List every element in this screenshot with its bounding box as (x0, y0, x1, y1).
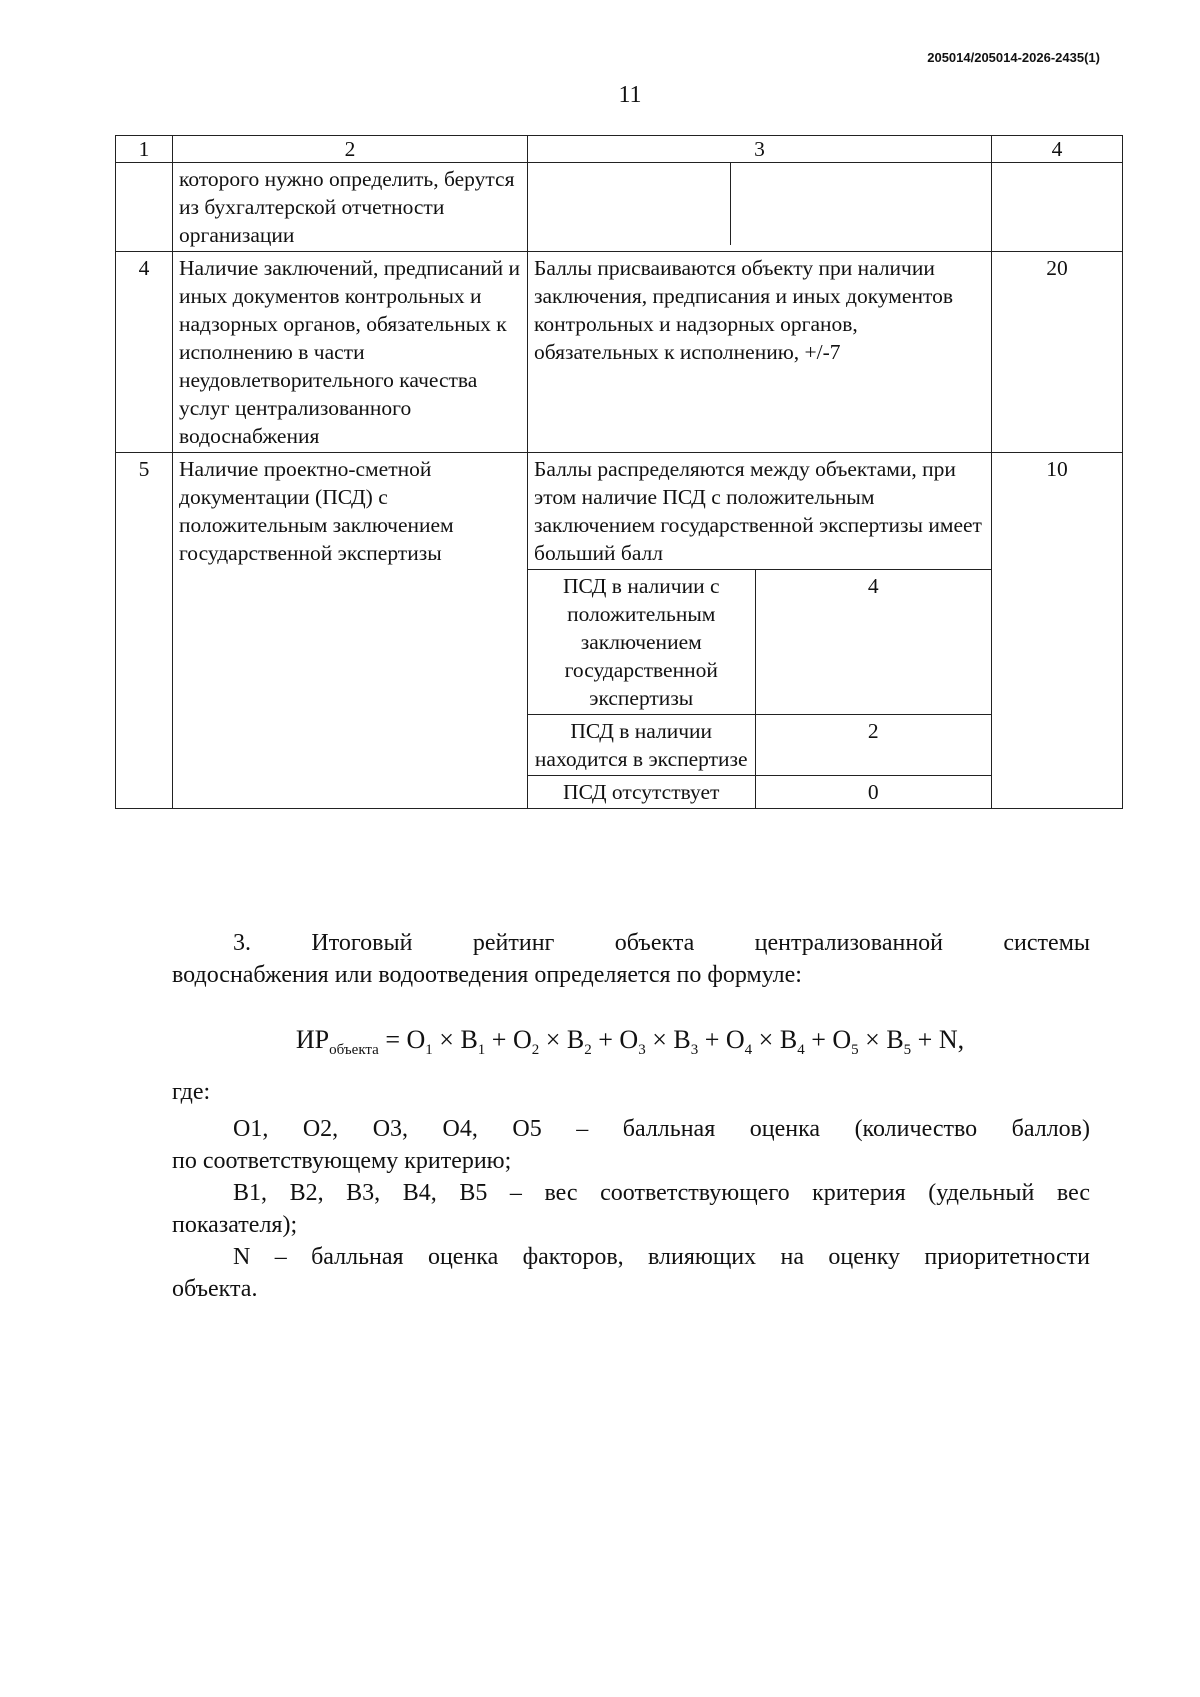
sub-score: 2 (755, 715, 991, 776)
sub-label: ПСД в наличии находится в экспертизе (528, 715, 755, 776)
weight-value: 20 (992, 252, 1123, 453)
table-row (116, 252, 1123, 453)
sub-score: 4 (755, 570, 991, 715)
section-number: 3. (233, 930, 251, 956)
def-b-line1: B1, B2, B3, B4, B5 – вес соответствующего критерия (удельный вес (233, 1180, 1090, 1206)
document-id: 205014/205014-2026-2435(1) (927, 50, 1100, 65)
section-3-line1 (233, 927, 1090, 959)
table-row-continuation (116, 163, 1123, 252)
word: объекта (614, 930, 695, 956)
description-text: Баллы распределяются между объектами, при этом наличие ПСД с положительным заключением государственной экспертизы имеет больший балл (534, 457, 982, 565)
word: Итоговый (311, 930, 413, 956)
header-cell: 1 (116, 136, 173, 163)
description-text: Баллы присваиваются объекту при наличии заключения, предписания и иных документов контрольных и надзорных органов, обязательных к исполнению, +/-7 (528, 252, 992, 453)
sub-label: ПСД отсутствует (528, 776, 755, 809)
word: системы (1003, 930, 1091, 956)
criteria-table (115, 135, 1123, 809)
header-cell: 3 (528, 136, 992, 163)
def-b-line2: показателя); (172, 1212, 298, 1238)
table-row (116, 453, 1123, 809)
row-number: 5 (116, 453, 173, 809)
def-o-line1: O1, O2, O3, O4, O5 – балльная оценка (количество баллов) (233, 1116, 1090, 1142)
where-label: где: (172, 1079, 211, 1105)
sub-table-fragment (528, 163, 991, 245)
section-3-line2: водоснабжения или водоотведения определяется по формуле: (172, 962, 802, 988)
description-cell (528, 453, 992, 809)
sub-label: ПСД в наличии с положительным заключением государственной экспертизы (528, 570, 755, 715)
word: рейтинг (472, 930, 555, 956)
sub-row (528, 776, 991, 809)
word: централизованной (754, 930, 943, 956)
formula-lhs-sub: объекта (329, 1042, 379, 1059)
formula: $ИР_{объекта} = O_1 \times B_1 + O_2 \times B_2 + O_3 \times B_3 + O_4 \times B_4 + O_5 \times B_5 + N$, (295, 1025, 965, 1059)
criterion-text: Наличие заключений, предписаний и иных документов контрольных и надзорных органов, обязательных к исполнению в части неудовлетворительного качества услуг централизованного водоснабжения (173, 252, 528, 453)
page-number: 11 (618, 82, 642, 108)
weight-value: 10 (992, 453, 1123, 809)
criterion-text: которого нужно определить, берутся из бухгалтерской отчетности организации (173, 163, 528, 252)
sub-row (528, 570, 991, 715)
table-header-row (116, 136, 1123, 163)
row-number: 4 (116, 252, 173, 453)
description-cell (528, 163, 992, 252)
header-cell: 4 (992, 136, 1123, 163)
sub-row (528, 715, 991, 776)
header-cell: 2 (173, 136, 528, 163)
sub-score: 0 (755, 776, 991, 809)
criterion-text: Наличие проектно-сметной документации (ПСД) с положительным заключением государственной экспертизы (173, 453, 528, 809)
weight-cell (992, 163, 1123, 252)
sub-table (528, 569, 991, 808)
def-n-line1: N – балльная оценка факторов, влияющих на оценку приоритетности (233, 1244, 1090, 1270)
def-n-line2: объекта. (172, 1276, 258, 1302)
formula-tail: + N, (911, 1025, 965, 1054)
row-number (116, 163, 173, 252)
def-o-line2: по соответствующему критерию; (172, 1148, 512, 1174)
formula-lhs: ИР (295, 1025, 330, 1054)
